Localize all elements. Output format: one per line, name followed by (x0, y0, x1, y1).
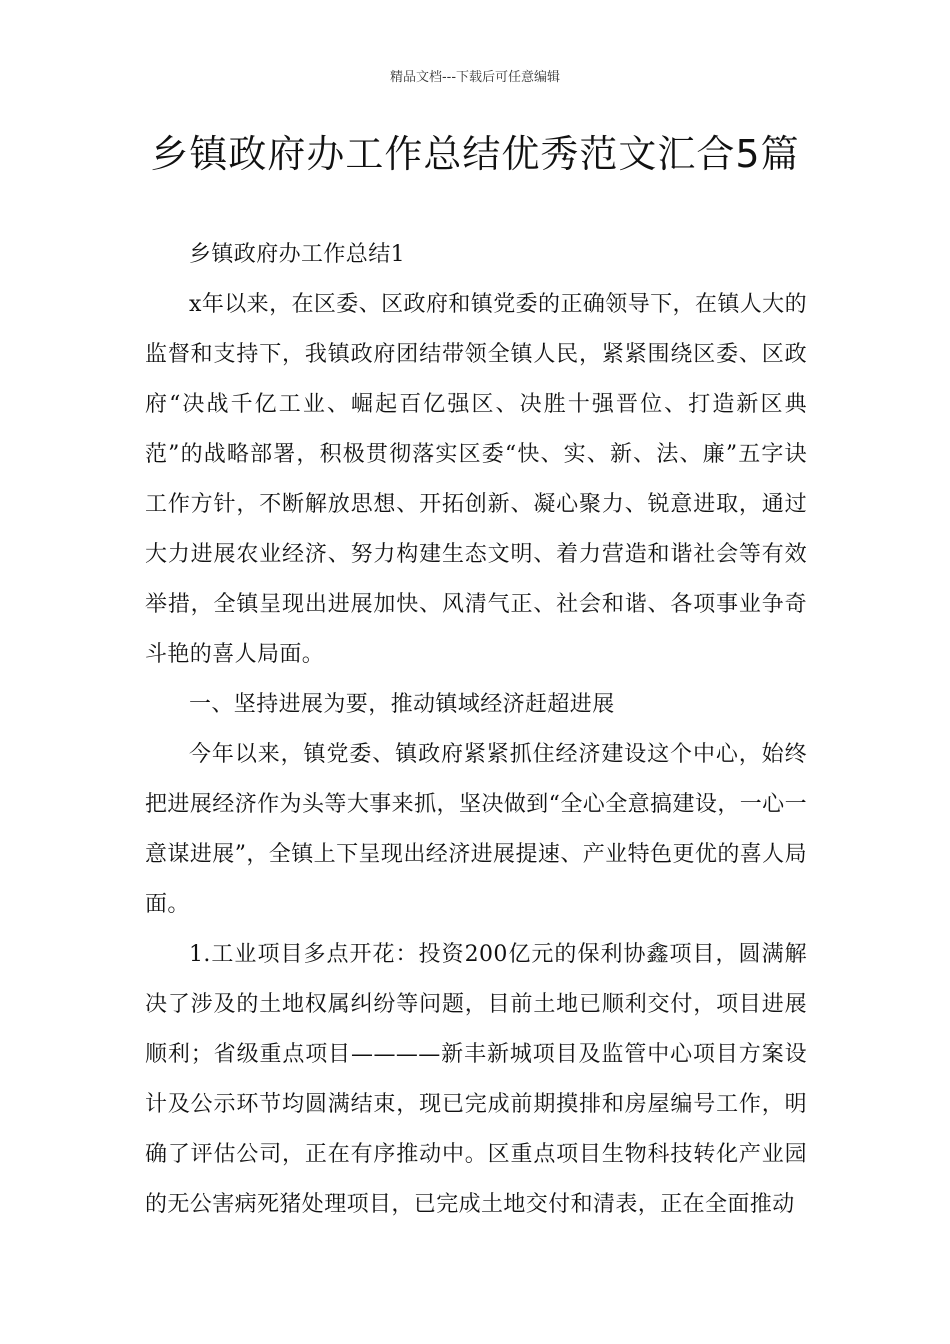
header-note: 精品文档---下载后可任意编辑 (389, 70, 561, 85)
paragraph: 今年以来，镇党委、镇政府紧紧抓住经济建设这个中心，始终把进展经济作为头等大事来抓，坚决做到“全心全意搞建设，一心一意谋进展”，全镇上下呈现出经济进展提速、产业特色更优的喜人局面。 (145, 742, 807, 917)
section-heading: 乡镇政府办工作总结1 (189, 242, 405, 267)
paragraph: 1.工业项目多点开花：投资200亿元的保利协鑫项目，圆满解决了涉及的土地权属纠纷等问题，目前土地已顺利交付，项目进展顺利；省级重点项目————新丰新城项目及监管中心项目方案设计及公示环节均圆满结束，现已完成前期摸排和房屋编号工作，明确了评估公司，正在有序推动中。区重点项目生物科技转化产业园的无公害病死猪处理项目，已完成土地交付和清表，正在全面推动 (145, 942, 807, 1217)
section-heading: 一、坚持进展为要，推动镇域经济赶超进展 (189, 692, 615, 717)
document-body (145, 230, 807, 1230)
document-title: 乡镇政府办工作总结优秀范文汇合5篇 (150, 132, 800, 176)
paragraph: x年以来，在区委、区政府和镇党委的正确领导下，在镇人大的监督和支持下，我镇政府团结带领全镇人民，紧紧围绕区委、区政府“决战千亿工业、崛起百亿强区、决胜十强晋位、打造新区典范”的战略部署，积极贯彻落实区委“快、实、新、法、廉”五字诀工作方针，不断解放思想、开拓创新、凝心聚力、锐意进取，通过大力进展农业经济、努力构建生态文明、着力营造和谐社会等有效举措，全镇呈现出进展加快、风清气正、社会和谐、各项事业争奇斗艳的喜人局面。 (145, 292, 807, 667)
